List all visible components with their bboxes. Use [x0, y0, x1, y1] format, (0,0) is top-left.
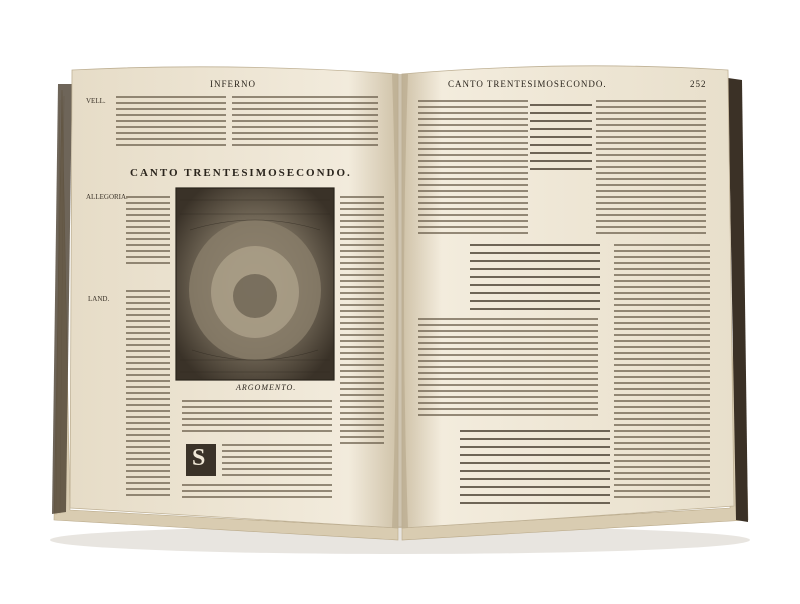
margin-label-land: LAND.	[88, 295, 110, 303]
margin-label-allegoria: ALLEGORIA.	[86, 193, 128, 201]
right-running-header: CANTO TRENTESIMOSECONDO.	[448, 79, 607, 89]
canto-title: CANTO TRENTESIMOSECONDO.	[130, 167, 352, 179]
woodcut-caption: ARGOMENTO.	[236, 383, 297, 392]
left-running-header: INFERNO	[210, 79, 257, 89]
margin-label-vell: VELL.	[86, 97, 106, 105]
book-shadow	[50, 526, 750, 554]
woodcut-illustration	[176, 188, 334, 380]
left-top-text-lines	[116, 96, 378, 146]
right-page-number: 252	[690, 79, 707, 89]
drop-cap-letter: S	[192, 445, 206, 471]
right-page	[402, 66, 734, 528]
